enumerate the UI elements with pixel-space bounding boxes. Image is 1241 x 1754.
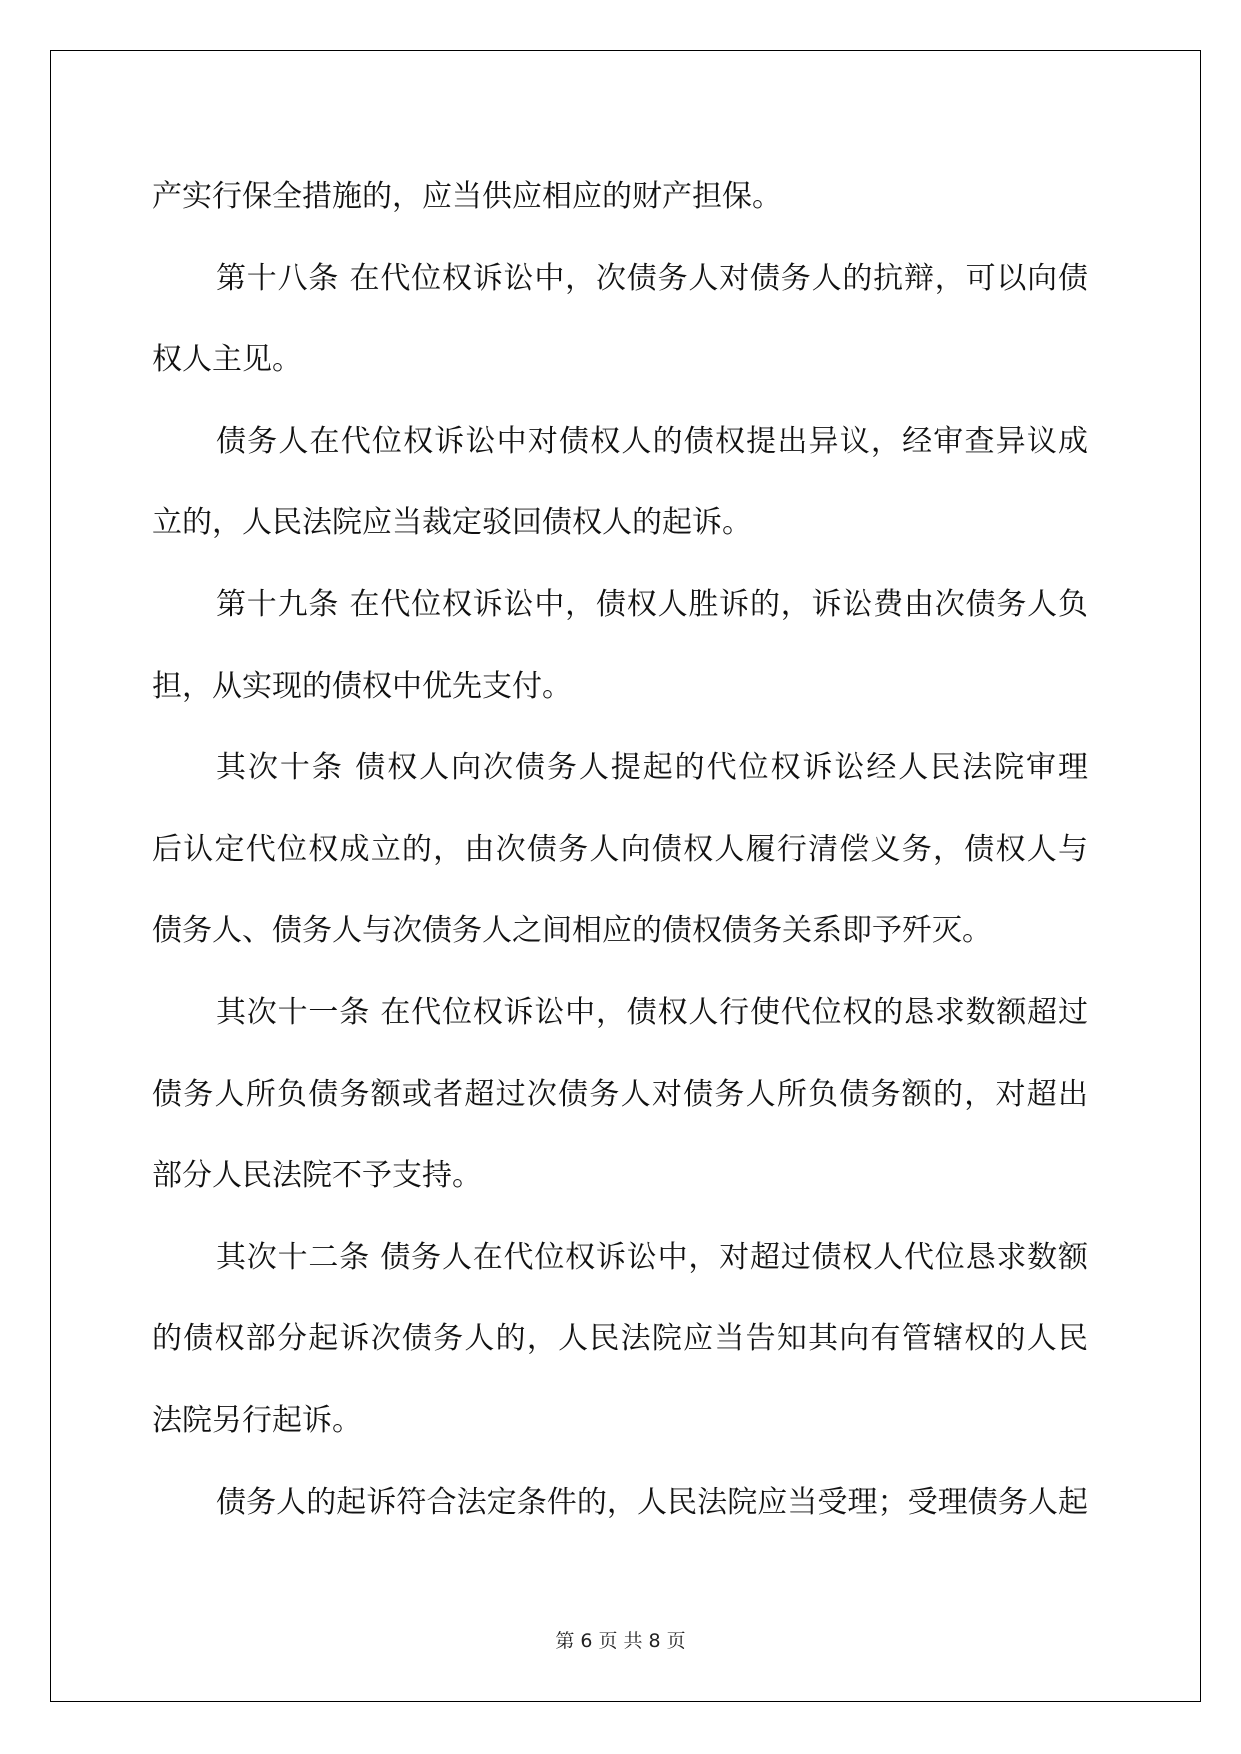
document-body bbox=[152, 156, 1088, 1543]
text-line: 第十八条 在代位权诉讼中，次债务人对债务人的抗辩，可以向债 bbox=[216, 260, 1088, 296]
text-line: 权人主见。 bbox=[152, 342, 302, 378]
text-line: 担，从实现的债权中优先支付。 bbox=[152, 668, 572, 704]
text-line: 法院另行起诉。 bbox=[152, 1402, 362, 1438]
paragraph bbox=[152, 564, 1088, 727]
paragraph bbox=[152, 156, 1088, 238]
text-line: 其次十二条 债务人在代位权诉讼中，对超过债权人代位恳求数额 bbox=[216, 1239, 1088, 1275]
text-line: 的债权部分起诉次债务人的，人民法院应当告知其向有管辖权的人民 bbox=[152, 1321, 1088, 1357]
text-line: 债务人、债务人与次债务人之间相应的债权债务关系即予歼灭。 bbox=[152, 913, 992, 949]
text-line: 债务人在代位权诉讼中对债权人的债权提出异议，经审查异议成 bbox=[216, 423, 1088, 459]
text-line: 其次十一条 在代位权诉讼中，债权人行使代位权的恳求数额超过 bbox=[216, 994, 1088, 1030]
text-line: 其次十条 债权人向次债务人提起的代位权诉讼经人民法院审理 bbox=[216, 750, 1088, 786]
text-line: 产实行保全措施的，应当供应相应的财产担保。 bbox=[152, 179, 782, 214]
paragraph bbox=[152, 401, 1088, 564]
text-line: 立的，人民法院应当裁定驳回债权人的起诉。 bbox=[152, 505, 752, 541]
text-line: 债务人的起诉符合法定条件的，人民法院应当受理；受理债务人起 bbox=[216, 1484, 1088, 1520]
page-footer: 第 6 页 共 8 页 bbox=[555, 1630, 686, 1652]
text-line: 部分人民法院不予支持。 bbox=[152, 1158, 482, 1194]
paragraph bbox=[152, 727, 1088, 972]
text-line: 债务人所负债务额或者超过次债务人对债务人所负债务额的，对超出 bbox=[152, 1076, 1088, 1112]
paragraph bbox=[152, 972, 1088, 1217]
paragraph bbox=[152, 1462, 1088, 1544]
text-line: 第十九条 在代位权诉讼中，债权人胜诉的，诉讼费由次债务人负 bbox=[216, 586, 1088, 622]
paragraph bbox=[152, 238, 1088, 401]
text-line: 后认定代位权成立的，由次债务人向债权人履行清偿义务，债权人与 bbox=[152, 831, 1088, 867]
paragraph bbox=[152, 1217, 1088, 1462]
